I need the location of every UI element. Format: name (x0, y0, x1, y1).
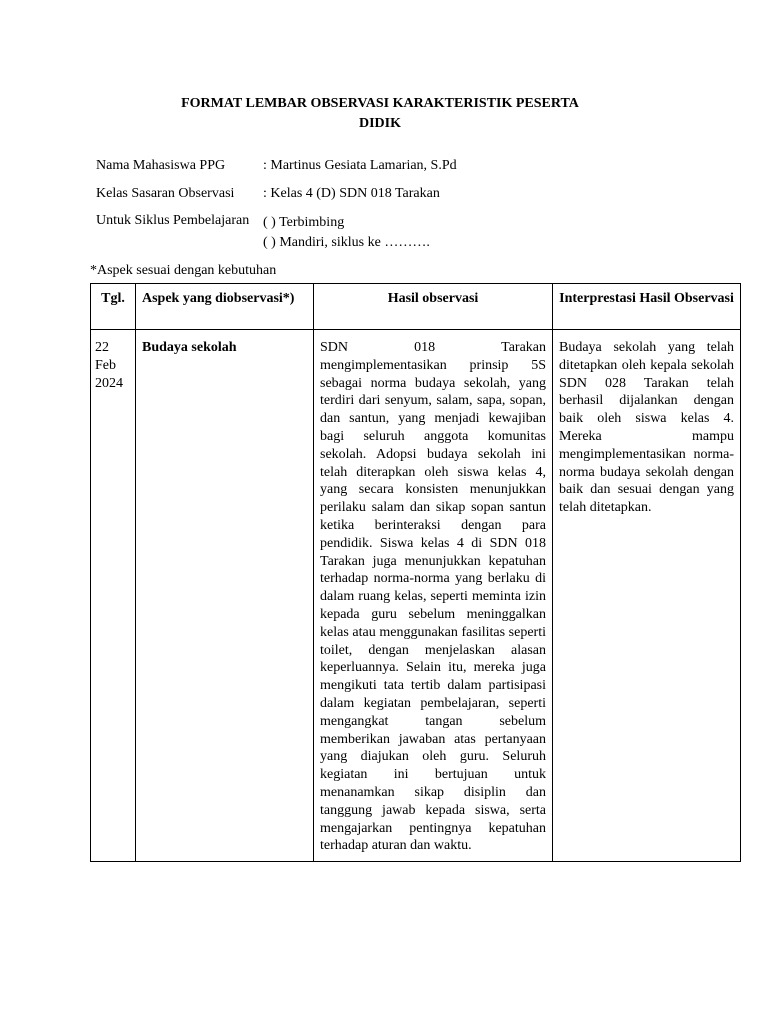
table-header-row (91, 284, 741, 330)
cell-interpretasi: Budaya sekolah yang telah ditetapkan oleh kepala sekolah SDN 028 Tarakan telah berhasil dijalankan dengan baik oleh siswa kelas 4. Mereka mampu mengimplementasikan norma-norma budaya sekolah dengan baik dan sesuai dengan yang telah ditetapkan. (553, 330, 741, 862)
siklus-options (263, 213, 430, 253)
title-line-1: FORMAT LEMBAR OBSERVASI KARAKTERISTIK PESERTA (181, 96, 579, 111)
header-interpretasi: Interprestasi Hasil Observasi (553, 284, 741, 330)
cell-hasil: SDN 018 Tarakan mengimplementasikan prinsip 5S sebagai norma budaya sekolah, yang terdiri dari senyum, salam, sapa, sopan, dan santun, yang menjadi kewajiban bagi seluruh anggota komunitas sekolah. Adopsi budaya sekolah ini telah diterapkan oleh siswa kelas 4, yang secara konsisten menunjukkan perilaku salam dan sikap sopan santun ketika berinteraksi dengan para pendidik. Siswa kelas 4 di SDN 018 Tarakan juga menunjukkan kepatuhan terhadap norma-norma yang berlaku di dalam ruang kelas, seperti meminta izin kepada guru sebelum meninggalkan kelas atau menggunakan fasilitas seperti toilet, dengan menjelaskan alasan keperluannya. Selain itu, mereka juga mengikuti tata tertib dalam partisipasi dalam kegiatan pembelajaran, seperti mengangkat tangan sebelum memberikan jawaban atas pertanyaan yang diajukan oleh guru. Seluruh kegiatan ini bertujuan untuk menanamkan sikap disiplin dan tanggung jawab kepada siswa, serta mengajarkan pentingnya kepatuhan terhadap aturan dan waktu. (314, 330, 553, 862)
siklus-option-mandiri: ( ) Mandiri, siklus ke ………. (263, 235, 430, 250)
siklus-label: Untuk Siklus Pembelajaran (96, 213, 250, 228)
siklus-option-terbimbing: ( ) Terbimbing (263, 215, 345, 230)
header-aspek: Aspek yang diobservasi*) (136, 284, 314, 330)
observation-table (90, 283, 741, 862)
header-hasil: Hasil observasi (314, 284, 553, 330)
kelas-value: : Kelas 4 (D) SDN 018 Tarakan (263, 186, 440, 201)
nama-label: Nama Mahasiswa PPG (96, 158, 226, 173)
table-row (91, 330, 741, 862)
cell-tgl: 22 Feb 2024 (91, 330, 136, 862)
kelas-label: Kelas Sasaran Observasi (96, 186, 235, 201)
cell-aspek: Budaya sekolah (136, 330, 314, 862)
aspect-note: *Aspek sesuai dengan kebutuhan (90, 263, 277, 278)
header-tgl: Tgl. (91, 284, 136, 330)
document-title (110, 94, 650, 134)
title-line-2: DIDIK (358, 116, 401, 131)
nama-value: : Martinus Gesiata Lamarian, S.Pd (263, 158, 457, 173)
